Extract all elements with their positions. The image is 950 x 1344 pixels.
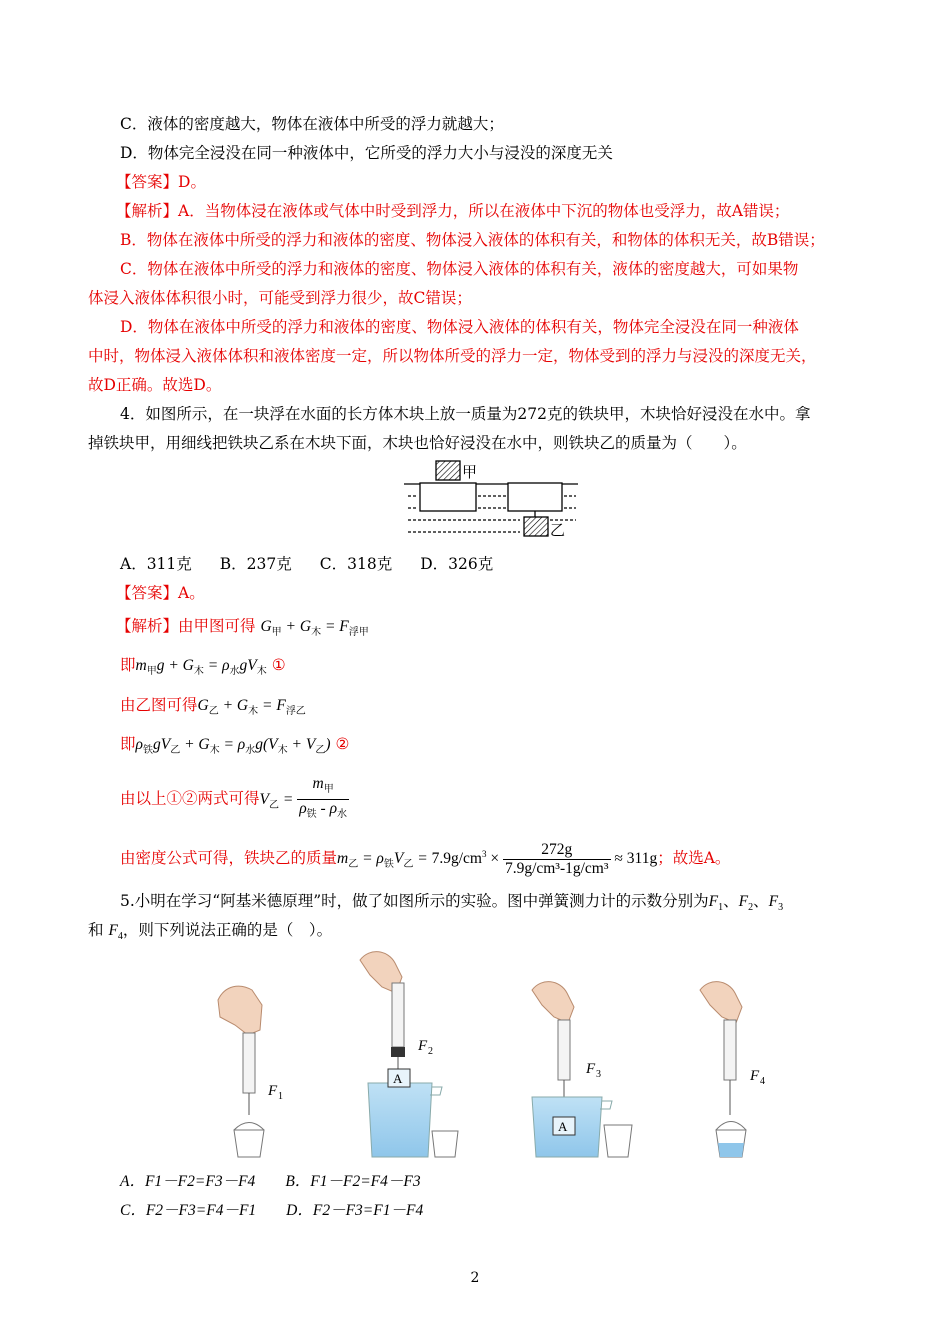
q4-stem-line2: 掉铁块甲，用细线把铁块乙系在木块下面，木块也恰好浸没在水中，则铁块乙的质量为（ ）。 [88,434,747,452]
label-f3: F [586,1061,596,1077]
q4-options [120,553,910,575]
q5-option-a: A．F1－F2=F3－F4 [120,1173,256,1190]
q3-analysis-b: B．物体在液体中所受的浮力和液体的密度、物体浸入液体的体积有关，和物体的体积无关，故B错误； [120,231,825,249]
q3-analysis-c1: C．物体在液体中所受的浮力和液体的密度、物体浸入液体的体积有关，液体的密度越大，可如果物 [120,260,799,278]
svg-text:4: 4 [760,1076,765,1087]
q4-option-a: A．311克 [120,555,192,573]
q5-options-row1 [120,1170,910,1193]
setup-f2 [360,952,458,1157]
q4-figure [400,455,580,545]
svg-text:1: 1 [278,1091,283,1102]
label-f2: F [418,1038,428,1054]
q5-stem-line1: 5.小明在学习“阿基米德原理”时，做了如图所示的实验。图中弹簧测力计的示数分别为$F_1$、$F_2$、$F_3$ [120,892,784,913]
q5-option-c: C．F2－F3=F4－F1 [120,1202,257,1219]
q5-option-d: D．F2－F3=F1－F4 [286,1202,424,1219]
q3-analysis-d2: 中时，物体浸入液体体积和液体密度一定，所以物体所受的浮力一定，物体受到的浮力与浸没的深度无关， [88,347,817,365]
q3-option-c: C．液体的密度越大，物体在液体中所受的浮力就越大； [120,115,504,133]
wood-block-right [508,483,562,511]
q5-stem-line2: 和 $F_4$，则下列说法正确的是（ ）。 [88,921,333,942]
q5-options-row2 [120,1199,910,1222]
q4-option-b: B．237克 [219,555,292,573]
q4-stem-line1: 4．如图所示，在一块浮在水面的长方体木块上放一质量为272克的铁块甲，木块恰好浸没在水中。拿 [120,405,811,423]
setup-f4 [700,982,765,1157]
svg-text:2: 2 [428,1046,433,1057]
q5-option-b: B．F1－F2=F4－F3 [285,1173,421,1190]
label-yi: 乙 [550,523,566,539]
setup-f1 [218,986,283,1157]
label-f4: F [750,1068,760,1084]
iron-block-yi [524,517,548,536]
q4-analysis-step4: 即$\rho_铁gV_乙 + G_木 = \rho_水g(V_木 + V_乙)$ ② [120,735,350,756]
q4-analysis-step3: 由乙图可得$G_乙 + G_木 = F_{浮乙}$ [120,696,306,717]
q4-analysis-step6: 由密度公式可得，铁块乙的质量$m_乙 = \rho_铁V_乙 = 7.9g/cm^3$ × $\frac{272g}{\text{7.9g/cm³-1g/cm³}}$ ≈ 311g；故选A。 [120,840,731,877]
q3-option-d: D．物体完全浸没在同一种液体中，它所受的浮力大小与浸没的深度无关 [120,144,613,162]
svg-text:3: 3 [596,1069,601,1080]
iron-block-jia [436,461,460,480]
page-number: 2 [470,1270,480,1286]
q3-analysis-a: 【解析】A．当物体浸在液体或气体中时受到浮力，所以在液体中下沉的物体也受浮力，故A错误； [116,202,790,220]
label-a-1: A [393,1071,403,1086]
label-f1: F [268,1083,278,1099]
wood-block-left [420,483,476,511]
q3-answer: 【答案】D。 [116,173,206,191]
label-a-2: A [558,1119,568,1134]
q3-analysis-d3: 故D正确。故选D。 [88,376,222,394]
q4-analysis-step1: 【解析】由甲图可得 $G_甲 + G_木 = F_{浮甲}$ [116,617,369,638]
setup-f3 [532,982,632,1157]
q4-option-d: D．326克 [420,555,494,573]
label-jia: 甲 [462,465,478,481]
q3-analysis-c2: 体浸入液体体积很小时，可能受到浮力很少，故C错误； [88,289,472,307]
q5-figure [210,945,780,1165]
q3-analysis-d1: D．物体在液体中所受的浮力和液体的密度、物体浸入液体的体积有关，物体完全浸没在同一种液体 [120,318,799,336]
q4-analysis-step5: 由以上①②两式可得$V_乙$ = $\frac{m_甲}{\rho_铁 - \rho_水}$ [120,775,348,820]
q4-analysis-step2: 即$m_甲g + G_木 = \rho_水gV_木$ ① [120,656,286,677]
q4-answer: 【答案】A。 [116,584,205,602]
q4-option-c: C．318克 [319,555,393,573]
